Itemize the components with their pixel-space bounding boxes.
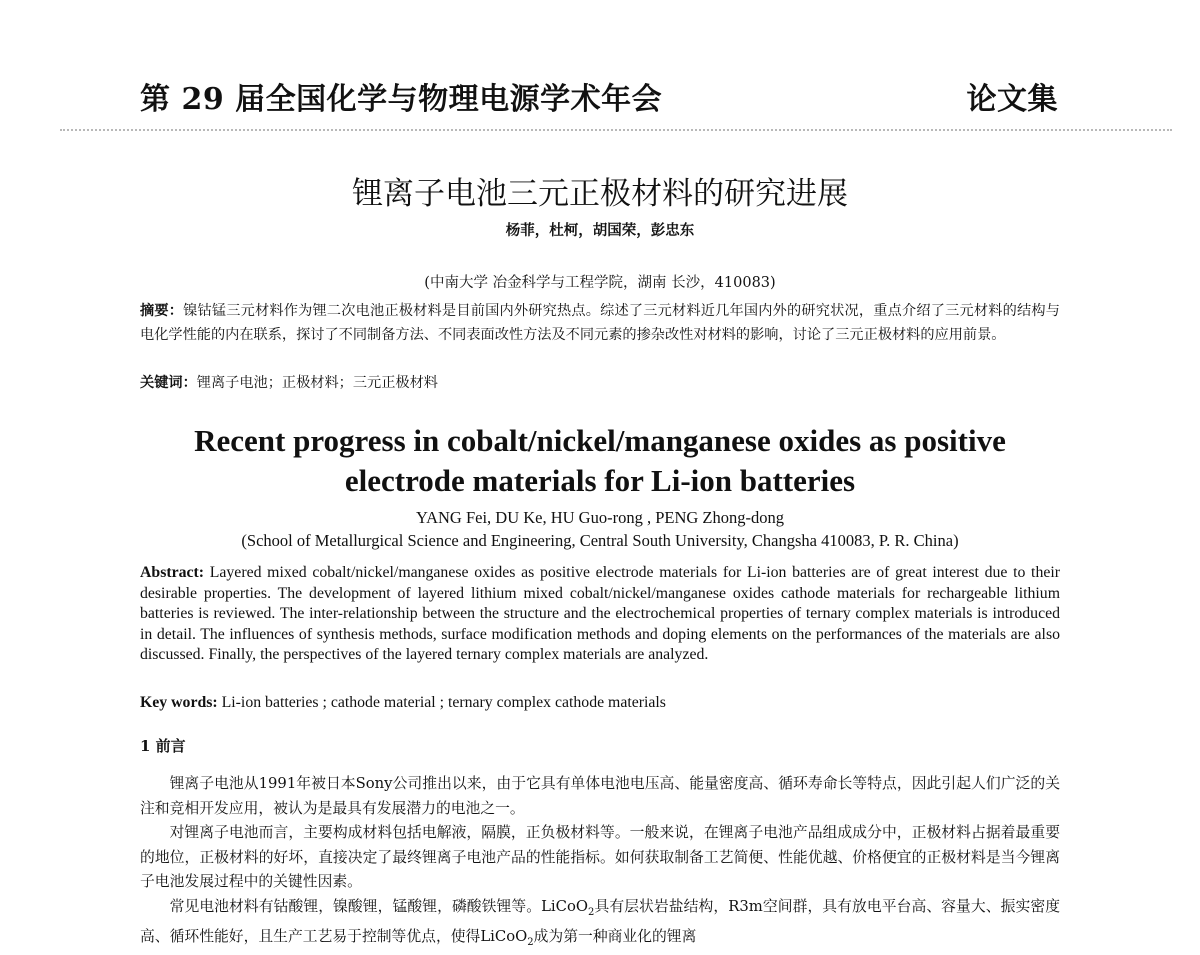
proceedings-label: 论文集 — [967, 74, 1059, 118]
english-affiliation: (School of Metallurgical Science and Engineering, Central South University, Changsha 410083, P. R. China) — [0, 531, 1200, 551]
english-keywords-text: Li-ion batteries ; cathode material ; ternary complex cathode materials — [222, 694, 666, 711]
chinese-keywords — [140, 372, 438, 392]
paragraph: 锂离子电池从1991年被日本Sony公司推出以来，由于它具有单体电池电压高、能量密度高、循环寿命长等特点，因此引起人们广泛的关注和竞相开发应用，被认为是最具有发展潜力的电池之一。 — [140, 772, 1060, 821]
subscript: 2 — [527, 937, 533, 948]
conference-title: 第 29 届全国化学与物理电源学术年会 — [140, 74, 662, 118]
header-divider — [60, 129, 1172, 131]
paragraph: 对锂离子电池而言，主要构成材料包括电解液，隔膜，正负极材料等。一般来说，在锂离子电池产品组成成分中，正极材料占据着最重要的地位，正极材料的好坏，直接决定了最终锂离子电池产品的性能指标。如何获取制备工艺简便、性能优越、价格便宜的正极材料是当今锂离子电池发展过程中的关键性因素。 — [140, 821, 1060, 895]
chinese-abstract — [140, 299, 1060, 347]
chinese-abstract-label: 摘要： — [140, 303, 183, 319]
section-body — [140, 772, 1060, 955]
section-heading: 1 前言 — [140, 735, 186, 756]
chinese-abstract-text: 镍钴锰三元材料作为锂二次电池正极材料是目前国内外研究热点。综述了三元材料近几年国内外的研究状况，重点介绍了三元材料的结构与电化学性能的内在联系，探讨了不同制备方法、不同表面改性方法及不同元素的掺杂改性对材料的影响，讨论了三元正极材料的应用前景。 — [140, 303, 1060, 343]
paragraph-text: 常见电池材料有钴酸锂，镍酸锂，锰酸锂，磷酸铁锂等。LiCoO — [170, 898, 588, 915]
chinese-affiliation: (中南大学 冶金科学与工程学院，湖南 长沙，410083) — [0, 271, 1200, 292]
subscript: 2 — [588, 906, 594, 917]
paragraph — [140, 895, 1060, 955]
english-abstract-label: Abstract: — [140, 564, 204, 581]
english-abstract — [140, 563, 1060, 666]
paragraph-text: 具有层状岩盐结构，R3m空间群，具有放电平台高、容量大、振实密度高、循环性能好，且生产工艺易于控制等优点，使得LiCoO — [140, 898, 1060, 945]
english-title-line-1: Recent progress in cobalt/nickel/manganese oxides as positive — [0, 421, 1200, 461]
english-authors: YANG Fei, DU Ke, HU Guo-rong , PENG Zhong-dong — [0, 508, 1200, 528]
paragraph-text: 成为第一种商业化的锂离 — [534, 928, 697, 945]
english-keywords — [140, 694, 666, 712]
english-abstract-text: Layered mixed cobalt/nickel/manganese oxides as positive electrode materials for Li-ion batteries are of great interest due to their desirable properties. The development of layered lithium mixed cobalt/nickel/manganese oxides cathode materials for rechargeable lithium batteries is reviewed. The inter-relationship between the structure and the electrochemical properties of ternary complex materials is introduced in detail. The influences of synthesis methods, surface modification methods and doping elements on the performances of the materials are also discussed. Finally, the perspectives of the layered ternary complex materials are analyzed. — [140, 564, 1060, 663]
english-keywords-label: Key words: — [140, 694, 218, 711]
english-title-line-2: electrode materials for Li-ion batteries — [0, 461, 1200, 501]
english-title — [0, 421, 1200, 501]
chinese-keywords-label: 关键词： — [140, 375, 197, 391]
chinese-keywords-text: 锂离子电池；正极材料；三元正极材料 — [197, 375, 438, 391]
chinese-authors: 杨菲，杜柯，胡国荣，彭忠东 — [0, 219, 1200, 240]
chinese-title: 锂离子电池三元正极材料的研究进展 — [0, 168, 1200, 213]
